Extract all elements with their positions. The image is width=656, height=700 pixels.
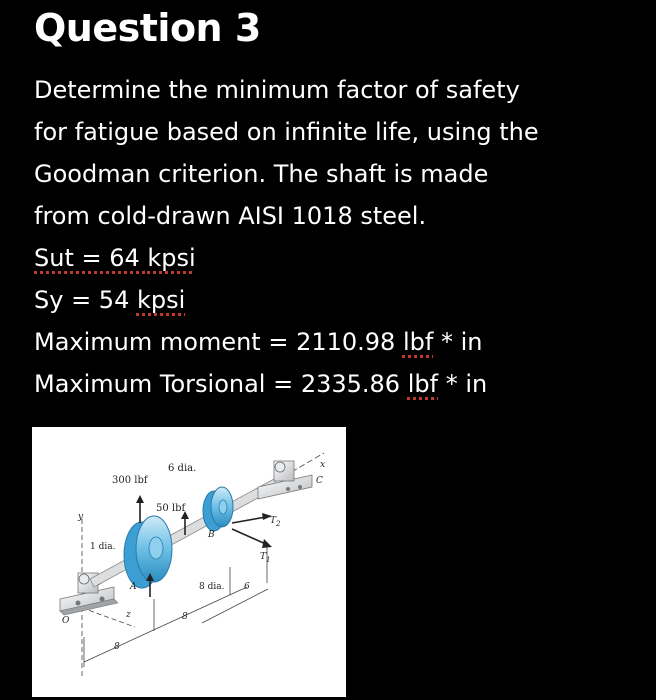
problem-statement (34, 69, 634, 405)
label-y-axis: y (78, 512, 84, 522)
label-a: A (130, 582, 137, 592)
label-x-axis: x (320, 460, 326, 470)
given-sut (34, 237, 634, 279)
moment-tail: * in (433, 328, 483, 356)
moment-unit: lbf (402, 328, 434, 356)
given-torsion (34, 363, 634, 405)
label-z-axis: z (126, 610, 131, 620)
moment-label: Maximum moment = 2110.98 (34, 328, 403, 356)
problem-line-1: Determine the minimum factor of safety (34, 76, 520, 104)
problem-line-3: Goodman criterion. The shaft is made (34, 160, 489, 188)
pulley-b (203, 487, 233, 531)
bearing-o (60, 573, 118, 615)
torsion-tail: * in (438, 370, 488, 398)
sy-label: Sy = 54 (34, 286, 137, 314)
label-dim-6: 6 (244, 582, 250, 592)
label-t2: $T_2$ (270, 516, 281, 528)
label-dim-8b: 8 (182, 612, 188, 622)
label-dim-8a: 8 (114, 642, 120, 652)
label-o: O (62, 616, 70, 626)
sy-unit: kpsi (136, 286, 186, 314)
label-c: C (316, 476, 323, 486)
sut-unit: kpsi (147, 244, 196, 272)
label-300-lbf: 300 lbf (112, 475, 148, 486)
shaft-diagram (32, 427, 346, 697)
label-8-dia: 8 dia. (199, 582, 225, 592)
bearing-c (258, 461, 312, 499)
label-6-dia: 6 dia. (168, 463, 197, 474)
label-b: B (208, 530, 215, 540)
shaft-figure (32, 427, 346, 697)
label-1-dia: 1 dia. (90, 542, 116, 552)
problem-line-4: from cold-drawn AISI 1018 steel. (34, 202, 427, 230)
torsion-label: Maximum Torsional = 2335.86 (34, 370, 408, 398)
label-50-lbf: 50 lbf (156, 503, 186, 514)
label-t1: $T_1$ (260, 552, 271, 564)
given-moment (34, 321, 634, 363)
question-title: Question 3 (34, 6, 261, 50)
sut-label: Sut = 64 (34, 244, 148, 272)
given-sy (34, 279, 634, 321)
problem-line-2: for fatigue based on infinite life, using the (34, 118, 539, 146)
shaft (90, 479, 278, 587)
torsion-unit: lbf (407, 370, 439, 398)
